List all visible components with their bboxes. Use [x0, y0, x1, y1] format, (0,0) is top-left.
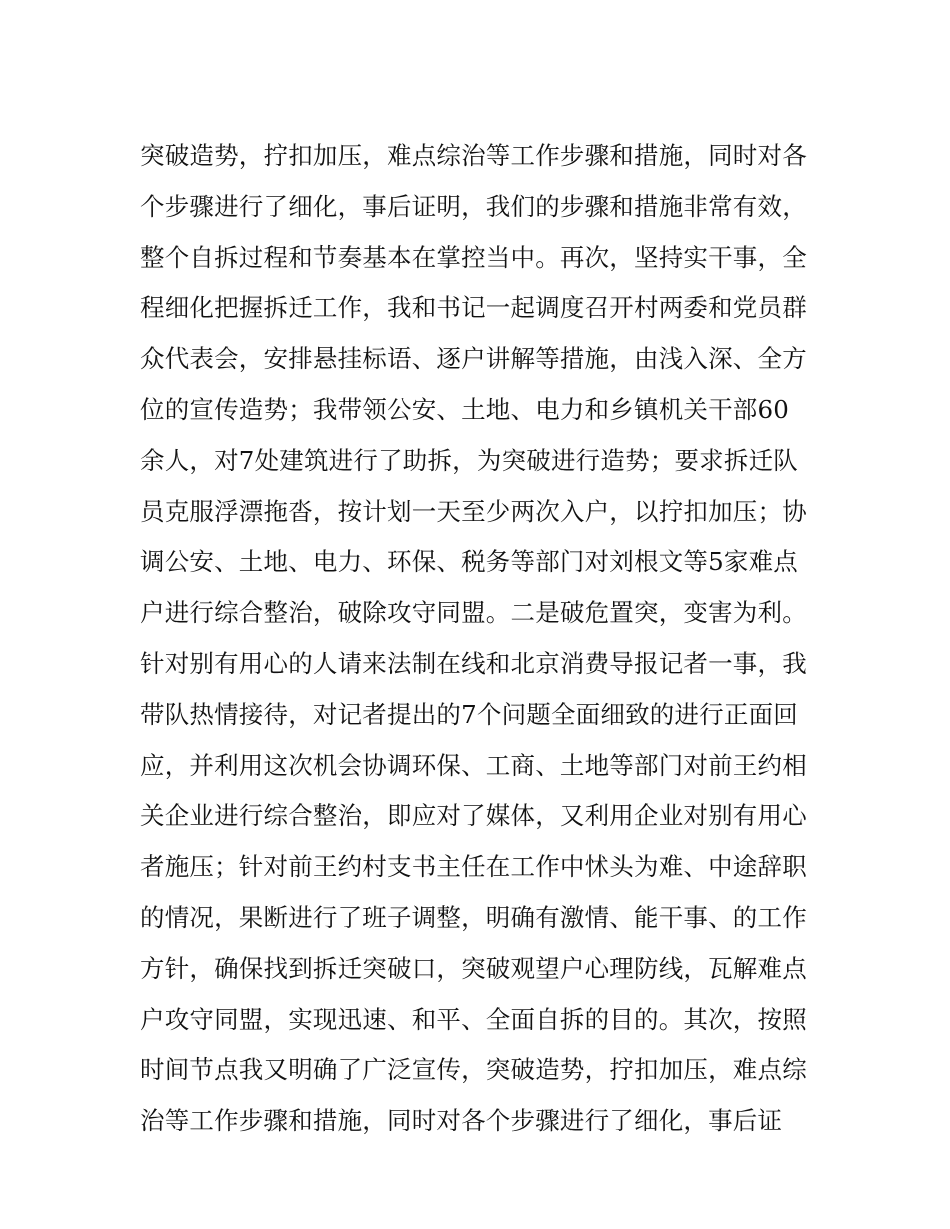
text-line-18: 户攻守同盟，实现迅速、和平、全面自拆的目的。其次，按照 — [140, 1004, 807, 1034]
text-line-11: 针对别有用心的人请来法制在线和北京消费导报记者一事，我 — [140, 648, 807, 678]
text-line-8: 员克服浮漂拖沓，按计划一天至少两次入户，以拧扣加压；协 — [140, 496, 807, 526]
text-line-16: 的情况，果断进行了班子调整，明确有激情、能干事、的工作 — [140, 902, 807, 932]
text-line-6: 位的宣传造势；我带领公安、土地、电力和乡镇机关干部60 — [140, 394, 790, 424]
text-line-10: 户进行综合整治，破除攻守同盟。二是破危置突，变害为利。 — [140, 598, 807, 628]
body-text — [140, 131, 840, 1147]
text-line-7: 余人，对7处建筑进行了助拆，为突破进行造势；要求拆迁队 — [140, 445, 798, 475]
text-line-12: 带队热情接待，对记者提出的7个问题全面细致的进行正面回 — [140, 699, 798, 729]
text-line-9: 调公安、土地、电力、环保、税务等部门对刘根文等5家难点 — [140, 547, 798, 577]
text-line-19: 时间节点我又明确了广泛宣传，突破造势，拧扣加压，难点综 — [140, 1055, 807, 1085]
text-line-2: 个步骤进行了细化，事后证明，我们的步骤和措施非常有效， — [140, 191, 807, 221]
text-line-20: 治等工作步骤和措施，同时对各个步骤进行了细化，事后证 — [140, 1106, 783, 1136]
text-line-17: 方针，确保找到拆迁突破口，突破观望户心理防线，瓦解难点 — [140, 953, 807, 983]
text-line-14: 关企业进行综合整治，即应对了媒体，又利用企业对别有用心 — [140, 801, 807, 831]
text-line-13: 应，并利用这次机会协调环保、工商、土地等部门对前王约相 — [140, 750, 807, 780]
text-line-4: 程细化把握拆迁工作，我和书记一起调度召开村两委和党员群 — [140, 293, 807, 323]
text-line-5: 众代表会，安排悬挂标语、逐户讲解等措施，由浅入深、全方 — [140, 344, 807, 374]
text-line-1: 突破造势，拧扣加压，难点综治等工作步骤和措施，同时对各 — [140, 141, 807, 170]
text-line-3: 整个自拆过程和节奏基本在掌控当中。再次，坚持实干事，全 — [140, 242, 807, 272]
text-line-15: 者施压；针对前王约村支书主任在工作中怵头为难、中途辞职 — [140, 852, 807, 882]
